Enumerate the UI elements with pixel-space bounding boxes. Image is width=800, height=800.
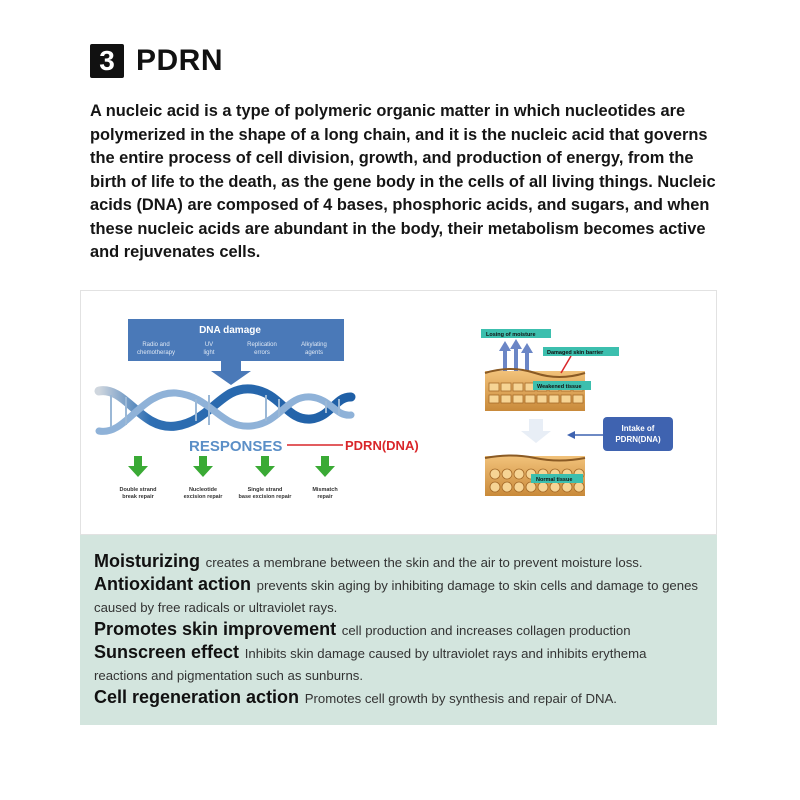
- normal-skin-diagram: [485, 456, 585, 497]
- repair-label: Nucleotide: [188, 487, 218, 493]
- cause-label: Alkylating: [301, 342, 327, 348]
- section-number-badge: 3: [90, 44, 124, 78]
- benefit-skin-improvement: [94, 619, 703, 642]
- repair-arrow-icon: [315, 456, 335, 477]
- benefit-term: Antioxidant action: [94, 574, 251, 594]
- repair-label: Double strand: [119, 487, 157, 493]
- damaged-skin-diagram: [481, 329, 619, 411]
- benefit-term: Promotes skin improvement: [94, 619, 337, 639]
- repair-label: base excision repair: [238, 494, 292, 500]
- losing-moisture-label: Losing of moisture: [486, 332, 536, 338]
- responses-label: RESPONSES: [189, 438, 283, 455]
- pdrn-label: PDRN(DNA): [345, 438, 419, 453]
- pdrn-illustration: [80, 290, 717, 535]
- dna-damage-title: DNA damage: [199, 325, 261, 336]
- repair-label: Single strand: [247, 487, 283, 493]
- benefit-desc: cell production and increases collagen production: [341, 623, 631, 638]
- benefit-term: Cell regeneration action: [94, 687, 300, 707]
- weakened-tissue-label: Weakened tissue: [537, 384, 582, 390]
- benefit-term: Sunscreen effect: [94, 642, 240, 662]
- benefit-cell-regeneration: [94, 687, 703, 710]
- section-heading: [90, 44, 223, 78]
- intake-box: [603, 417, 673, 451]
- intake-label-line1: Intake of: [621, 424, 655, 433]
- benefit-sunscreen: [94, 642, 703, 687]
- benefit-desc: prevents skin aging by inhibiting damage to skin cells and damage to genes caused by free radicals or ultraviolet rays.: [94, 578, 698, 615]
- cause-label: chemotherapy: [136, 350, 176, 356]
- repair-arrow-icon: [193, 456, 213, 477]
- repair-arrow-icon: [255, 456, 275, 477]
- repair-label: repair: [317, 494, 333, 500]
- intake-label-line2: PDRN(DNA): [615, 435, 661, 444]
- repair-label: Mismatch: [312, 487, 338, 493]
- intro-paragraph: A nucleic acid is a type of polymeric organic matter in which nucleotides are polymerized in the shape of a long chain, and it is the nucleic acid that governs the entire process of cell division, growth, and production of energy, from the birth of life to the death, as the gene body in the cells of all living things. Nucleic acids (DNA) are composed of 4 bases, phosphoric acids, and sugars, and when these nucleic acids are abundant in the body, their metabolism becomes active and rejuvenates cells.: [90, 102, 716, 261]
- benefit-antioxidant: [94, 574, 703, 619]
- benefit-term: Moisturizing: [94, 551, 200, 571]
- cause-label: errors: [254, 350, 270, 356]
- benefit-desc: Promotes cell growth by synthesis and repair of DNA.: [304, 691, 617, 706]
- damaged-barrier-label: Damaged skin barrier: [547, 350, 604, 356]
- cause-label: Replication: [247, 342, 277, 348]
- benefits-panel: [80, 535, 717, 725]
- normal-tissue-label: Normal tissue: [536, 477, 573, 483]
- cause-label: Radio and: [142, 342, 170, 348]
- section-title: PDRN: [136, 44, 224, 77]
- repair-label: excision repair: [183, 494, 223, 500]
- repair-label: break repair: [122, 494, 154, 500]
- cause-label: agents: [304, 350, 324, 356]
- repair-arrow-icon: [128, 456, 148, 477]
- benefit-desc: Inhibits skin damage caused by ultraviolet rays and inhibits erythema reactions and pigmentation such as sunburns.: [94, 646, 647, 683]
- damage-arrow-icon: [211, 361, 251, 385]
- benefit-moisturizing: [94, 551, 703, 574]
- benefit-desc: creates a membrane between the skin and the air to prevent moisture loss.: [205, 555, 643, 570]
- intake-arrow-icon: [567, 431, 575, 439]
- dna-repair-diagram: [81, 291, 718, 536]
- dna-helix-icon: [99, 389, 351, 432]
- transition-arrow-icon: [521, 419, 551, 443]
- cause-label: light: [203, 350, 215, 356]
- cause-label: UV: [204, 342, 214, 348]
